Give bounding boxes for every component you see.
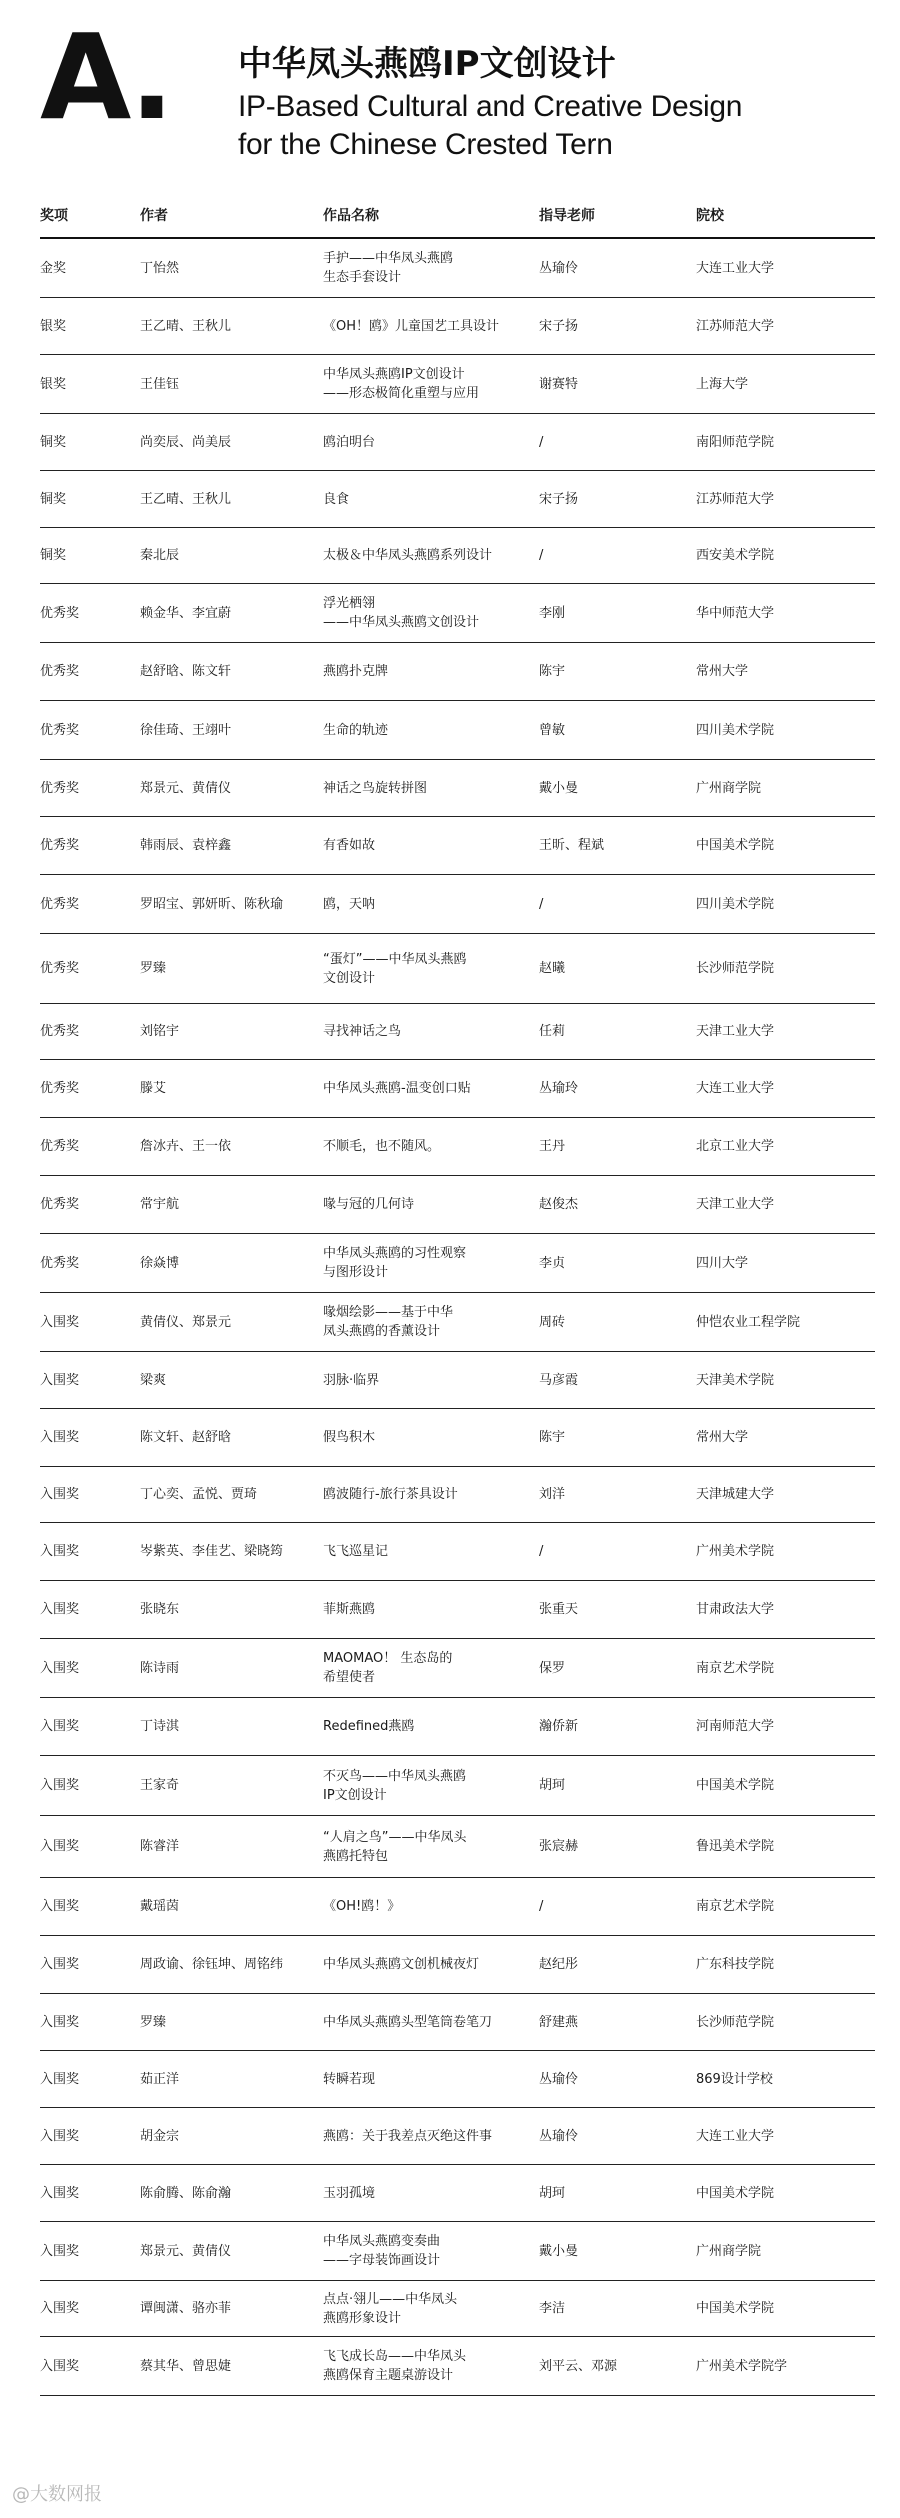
cell-author: 周政谕、徐钰坤、周铭纬 — [140, 1957, 284, 1972]
cell-award: 铜奖 — [40, 491, 67, 507]
table-body — [40, 239, 875, 2396]
cell-author: 刘铭宇 — [140, 1024, 180, 1039]
table-row — [40, 1756, 875, 1816]
table-row — [40, 584, 875, 643]
cell-school: 天津工业大学 — [696, 1024, 775, 1039]
cell-work: 不灭鸟——中华凤头燕鸥 IP文创设计 — [323, 1768, 467, 1803]
cell-work: “人肩之鸟”——中华凤头 燕鸥托特包 — [323, 1829, 467, 1864]
cell-work: 鸥泊明台 — [323, 434, 376, 450]
cell-advisor: 王昕、程斌 — [539, 838, 605, 853]
cell-school: 长沙师范学院 — [696, 961, 775, 976]
table-row — [40, 1936, 875, 1994]
cell-award: 银奖 — [40, 376, 67, 392]
title-english — [238, 88, 742, 164]
cell-school: 天津城建大学 — [696, 1487, 775, 1502]
cell-author: 郑景元、黄倩仪 — [140, 780, 232, 796]
cell-advisor: 戴小曼 — [539, 780, 579, 796]
table-row — [40, 1467, 875, 1523]
cell-author: 尚奕辰、尚美辰 — [140, 434, 232, 450]
cell-author: 胡金宗 — [140, 2128, 180, 2144]
table-row — [40, 817, 875, 875]
cell-advisor: 王丹 — [539, 1139, 566, 1154]
cell-author: 丁怡然 — [140, 260, 180, 276]
cell-award: 优秀奖 — [40, 1081, 80, 1096]
cell-author: 梁爽 — [140, 1372, 167, 1388]
table-row — [40, 414, 875, 471]
cell-work: 有香如故 — [323, 838, 376, 853]
column-header-award: 奖项 — [40, 207, 68, 224]
table-row — [40, 298, 875, 355]
cell-school: 常州大学 — [696, 1430, 749, 1445]
cell-advisor: 李贞 — [539, 1255, 566, 1271]
cell-school: 中国美术学院 — [696, 1778, 775, 1793]
cell-advisor: 宋子扬 — [539, 318, 579, 334]
cell-award: 优秀奖 — [40, 961, 80, 976]
cell-author: 戴瑶茵 — [140, 1899, 180, 1914]
cell-advisor: 丛瑜伶 — [539, 2071, 579, 2087]
cell-author: 王佳钰 — [140, 376, 180, 392]
cell-award: 入围奖 — [40, 1602, 80, 1617]
cell-school: 大连工业大学 — [696, 2128, 775, 2144]
cell-work: 玉羽孤境 — [323, 2185, 376, 2201]
table-row — [40, 1581, 875, 1639]
column-header-author: 作者 — [140, 207, 168, 224]
cell-advisor: 谢赛特 — [539, 376, 579, 392]
cell-advisor: 李洁 — [539, 2301, 566, 2316]
cell-award: 入围奖 — [40, 1957, 80, 1972]
cell-award: 入围奖 — [40, 2358, 80, 2374]
cell-author: 常宇航 — [140, 1197, 180, 1212]
cell-author: 张晓东 — [140, 1602, 180, 1617]
cell-award: 金奖 — [40, 260, 67, 276]
cell-work: 寻找神话之鸟 — [323, 1024, 402, 1039]
cell-advisor: 保罗 — [539, 1660, 566, 1676]
cell-author: 徐焱博 — [140, 1255, 180, 1271]
awards-table — [40, 195, 875, 2396]
table-row — [40, 1523, 875, 1581]
cell-work: 假鸟积木 — [323, 1430, 376, 1445]
cell-school: 大连工业大学 — [696, 260, 775, 276]
cell-award: 入围奖 — [40, 1899, 80, 1914]
table-row — [40, 2337, 875, 2396]
cell-award: 优秀奖 — [40, 1024, 80, 1039]
cell-award: 优秀奖 — [40, 1197, 80, 1212]
cell-advisor: 胡珂 — [539, 1778, 566, 1793]
cell-award: 入围奖 — [40, 1719, 80, 1734]
cell-work: 燕鸥：关于我差点灭绝这件事 — [323, 2128, 493, 2144]
table-row — [40, 875, 875, 934]
cell-author: 罗昭宝、郭妍昕、陈秋瑜 — [140, 896, 284, 912]
table-row — [40, 1176, 875, 1234]
table-row — [40, 1698, 875, 1756]
cell-award: 入围奖 — [40, 2128, 80, 2144]
cell-award: 入围奖 — [40, 1487, 80, 1502]
cell-award: 优秀奖 — [40, 1255, 80, 1271]
cell-school: 江苏师范大学 — [696, 491, 775, 507]
cell-school: 广州美术学院学 — [696, 2358, 788, 2374]
cell-advisor: 刘平云、邓源 — [539, 2358, 618, 2374]
cell-advisor: / — [539, 434, 544, 450]
cell-work: 中华凤头燕鸥文创机械夜灯 — [323, 1957, 480, 1972]
cell-work: 喙与冠的几何诗 — [323, 1197, 415, 1212]
cell-award: 入围奖 — [40, 2185, 80, 2201]
cell-school: 中国美术学院 — [696, 2185, 775, 2201]
cell-author: 郑景元、黄倩仪 — [140, 2243, 232, 2259]
cell-award: 优秀奖 — [40, 664, 80, 679]
cell-award: 入围奖 — [40, 2243, 80, 2259]
cell-award: 入围奖 — [40, 1778, 80, 1793]
table-row — [40, 934, 875, 1004]
cell-work: 生命的轨迹 — [323, 722, 389, 738]
cell-award: 优秀奖 — [40, 896, 80, 912]
cell-advisor: 舒建燕 — [539, 2014, 579, 2030]
table-row — [40, 2165, 875, 2222]
cell-school: 仲恺农业工程学院 — [696, 1314, 801, 1330]
table-row — [40, 1816, 875, 1878]
cell-author: 徐佳琦、王翊叶 — [140, 722, 232, 738]
cell-school: 四川美术学院 — [696, 896, 775, 912]
cell-author: 丁心奕、孟悦、贾琦 — [140, 1487, 258, 1502]
cell-author: 王家奇 — [140, 1778, 180, 1793]
cell-award: 优秀奖 — [40, 605, 80, 621]
cell-work: 鸥，天呐 — [323, 896, 376, 912]
cell-school: 中国美术学院 — [696, 2301, 775, 2316]
cell-advisor: 丛瑜玲 — [539, 1081, 579, 1096]
cell-author: 詹冰卉、王一依 — [140, 1139, 232, 1154]
cell-work: 中华凤头燕鸥变奏曲 ——字母装饰画设计 — [323, 2234, 441, 2268]
cell-author: 黄倩仪、郑景元 — [140, 1314, 232, 1330]
cell-advisor: 马彦霞 — [539, 1372, 579, 1388]
cell-work: 不顺毛，也不随风。 — [323, 1139, 441, 1154]
table-row — [40, 760, 875, 817]
column-header-school: 院校 — [696, 207, 724, 224]
table-row — [40, 1639, 875, 1698]
cell-award: 入围奖 — [40, 1839, 80, 1854]
table-row — [40, 1060, 875, 1118]
cell-award: 铜奖 — [40, 548, 67, 563]
cell-award: 优秀奖 — [40, 838, 80, 853]
table-row — [40, 1994, 875, 2051]
cell-author: 岑紫英、李佳艺、梁晓筠 — [140, 1544, 284, 1559]
cell-advisor: / — [539, 1899, 544, 1914]
cell-advisor: 赵俊杰 — [539, 1197, 579, 1212]
cell-award: 入围奖 — [40, 1544, 80, 1559]
table-row — [40, 355, 875, 414]
cell-school: 西安美术学院 — [696, 548, 775, 563]
cell-award: 优秀奖 — [40, 1139, 80, 1154]
cell-school: 中国美术学院 — [696, 838, 775, 853]
column-header-advisor: 指导老师 — [539, 207, 595, 224]
cell-school: 天津工业大学 — [696, 1197, 775, 1212]
column-header-work: 作品名称 — [323, 207, 379, 224]
cell-work: 中华凤头燕鸥-温变创口贴 — [323, 1081, 471, 1096]
cell-author: 茹正洋 — [140, 2071, 180, 2087]
cell-work: 中华凤头燕鸥头型笔筒卷笔刀 — [323, 2014, 493, 2030]
cell-school: 869设计学校 — [696, 2071, 773, 2087]
cell-work: 转瞬若现 — [323, 2071, 376, 2087]
cell-school: 南京艺术学院 — [696, 1899, 775, 1914]
cell-work: 羽脉·临界 — [323, 1372, 380, 1388]
cell-award: 入围奖 — [40, 2071, 80, 2087]
cell-advisor: 赵曦 — [539, 961, 566, 976]
cell-work: “蛋灯”——中华凤头燕鸥 文创设计 — [323, 951, 467, 986]
cell-advisor: 刘洋 — [539, 1487, 566, 1502]
cell-award: 入围奖 — [40, 1372, 80, 1388]
cell-author: 丁诗淇 — [140, 1719, 180, 1734]
watermark: @大数网报 — [12, 2484, 102, 2505]
table-row — [40, 2051, 875, 2108]
cell-award: 入围奖 — [40, 1430, 80, 1445]
cell-work: MAOMAO！ 生态岛的 希望使者 — [323, 1651, 453, 1685]
cell-school: 鲁迅美术学院 — [696, 1839, 775, 1854]
cell-author: 秦北辰 — [140, 548, 180, 563]
cell-author: 陈俞腾、陈俞瀚 — [140, 2185, 232, 2201]
table-row — [40, 239, 875, 298]
cell-award: 银奖 — [40, 318, 67, 334]
cell-school: 广州商学院 — [696, 2243, 762, 2259]
cell-award: 优秀奖 — [40, 722, 80, 738]
table-row — [40, 1878, 875, 1936]
cell-school: 常州大学 — [696, 664, 749, 679]
cell-advisor: 周砖 — [539, 1314, 566, 1330]
cell-work: 《OH!鸥！》 — [323, 1899, 401, 1914]
cell-school: 长沙师范学院 — [696, 2014, 775, 2030]
cell-award: 入围奖 — [40, 2014, 80, 2030]
cell-school: 广州商学院 — [696, 780, 762, 796]
cell-author: 谭闽潇、骆亦菲 — [140, 2301, 232, 2316]
cell-advisor: / — [539, 896, 544, 912]
table-row — [40, 1409, 875, 1467]
cell-author: 蔡其华、曾思婕 — [140, 2358, 232, 2374]
cell-school: 天津美术学院 — [696, 1372, 775, 1388]
cell-author: 陈诗雨 — [140, 1660, 180, 1676]
cell-school: 上海大学 — [696, 376, 749, 392]
cell-advisor: 李刚 — [539, 605, 566, 621]
table-row — [40, 1352, 875, 1409]
cell-advisor: / — [539, 1544, 544, 1559]
cell-author: 滕艾 — [140, 1081, 167, 1096]
cell-work: 飞飞巡星记 — [323, 1544, 389, 1559]
title-english-line2: for the Chinese Crested Tern — [238, 128, 613, 161]
table-row — [40, 2108, 875, 2165]
cell-work: 菲斯燕鸥 — [323, 1602, 376, 1617]
table-row — [40, 528, 875, 584]
cell-author: 陈文轩、赵舒晗 — [140, 1430, 232, 1445]
cell-author: 陈睿洋 — [140, 1839, 180, 1854]
cell-school: 大连工业大学 — [696, 1081, 775, 1096]
cell-work: 浮光栖翎 ——中华凤头燕鸥文创设计 — [323, 596, 480, 630]
table-row — [40, 2222, 875, 2281]
section-letter: A. — [40, 8, 171, 146]
cell-work: 点点·翎儿——中华凤头 燕鸥形象设计 — [323, 2291, 458, 2326]
cell-author: 赖金华、李宜蔚 — [140, 605, 232, 621]
cell-author: 王乙晴、王秋儿 — [140, 318, 232, 334]
cell-advisor: 胡珂 — [539, 2185, 566, 2201]
title-english-line1: IP-Based Cultural and Creative Design — [238, 90, 743, 123]
cell-work: 飞飞成长岛——中华凤头 燕鸥保育主题桌游设计 — [323, 2349, 467, 2383]
table-row — [40, 1004, 875, 1060]
cell-advisor: 宋子扬 — [539, 491, 579, 507]
cell-school: 甘肃政法大学 — [696, 1602, 775, 1617]
page-header — [0, 0, 900, 200]
table-row — [40, 1234, 875, 1293]
title-chinese: 中华凤头燕鸥IP文创设计 — [238, 44, 616, 84]
table-header-row — [40, 195, 875, 239]
cell-work: 鸥波随行-旅行茶具设计 — [323, 1487, 458, 1502]
cell-advisor: 丛瑜伶 — [539, 2128, 579, 2144]
cell-advisor: 曾敏 — [539, 722, 566, 738]
cell-school: 广州美术学院 — [696, 1544, 775, 1559]
cell-school: 河南师范大学 — [696, 1719, 775, 1734]
cell-award: 入围奖 — [40, 1314, 80, 1330]
cell-advisor: 戴小曼 — [539, 2243, 579, 2259]
cell-advisor: 张重天 — [539, 1602, 579, 1617]
cell-work: 手护——中华凤头燕鸥 生态手套设计 — [323, 251, 454, 285]
cell-school: 江苏师范大学 — [696, 318, 775, 334]
cell-work: 神话之鸟旋转拼图 — [323, 780, 428, 796]
cell-author: 罗臻 — [140, 961, 167, 976]
cell-work: 良食 — [323, 491, 350, 507]
cell-advisor: 张宸赫 — [539, 1839, 579, 1854]
cell-school: 四川美术学院 — [696, 722, 775, 738]
table-row — [40, 471, 875, 528]
cell-advisor: 陈宇 — [539, 664, 566, 679]
cell-school: 南京艺术学院 — [696, 1660, 775, 1676]
cell-work: 喙烟绘影——基于中华 凤头燕鸥的香薰设计 — [323, 1305, 454, 1339]
cell-author: 赵舒晗、陈文轩 — [140, 664, 232, 679]
table-row — [40, 701, 875, 760]
cell-advisor: 赵纪彤 — [539, 1957, 579, 1972]
cell-work: 《OH！鸥》儿童国艺工具设计 — [323, 318, 500, 334]
cell-advisor: 任莉 — [539, 1024, 566, 1039]
cell-school: 南阳师范学院 — [696, 434, 775, 450]
cell-advisor: 陈宇 — [539, 1430, 566, 1445]
cell-work: 燕鸥扑克牌 — [323, 664, 389, 679]
table-row — [40, 2281, 875, 2337]
cell-award: 入围奖 — [40, 1660, 80, 1676]
table-row — [40, 643, 875, 701]
cell-school: 北京工业大学 — [696, 1139, 775, 1154]
cell-award: 优秀奖 — [40, 780, 80, 796]
cell-school: 华中师范大学 — [696, 605, 775, 621]
cell-advisor: 丛瑜伶 — [539, 260, 579, 276]
cell-advisor: / — [539, 548, 544, 563]
cell-author: 王乙晴、王秋儿 — [140, 491, 232, 507]
cell-advisor: 瀚侨新 — [539, 1719, 579, 1734]
table-row — [40, 1118, 875, 1176]
cell-work: Redefined燕鸥 — [323, 1719, 415, 1734]
cell-author: 韩雨辰、袁梓鑫 — [140, 838, 232, 853]
cell-work: 中华凤头燕鸥IP文创设计 ——形态极简化重塑与应用 — [323, 367, 480, 401]
cell-award: 入围奖 — [40, 2301, 80, 2316]
table-row — [40, 1293, 875, 1352]
cell-award: 铜奖 — [40, 434, 67, 450]
cell-work: 中华凤头燕鸥的习性观察 与图形设计 — [323, 1246, 467, 1280]
cell-school: 四川大学 — [696, 1255, 749, 1271]
cell-school: 广东科技学院 — [696, 1957, 775, 1972]
cell-author: 罗臻 — [140, 2014, 167, 2030]
cell-work: 太极＆中华凤头燕鸥系列设计 — [323, 548, 493, 563]
